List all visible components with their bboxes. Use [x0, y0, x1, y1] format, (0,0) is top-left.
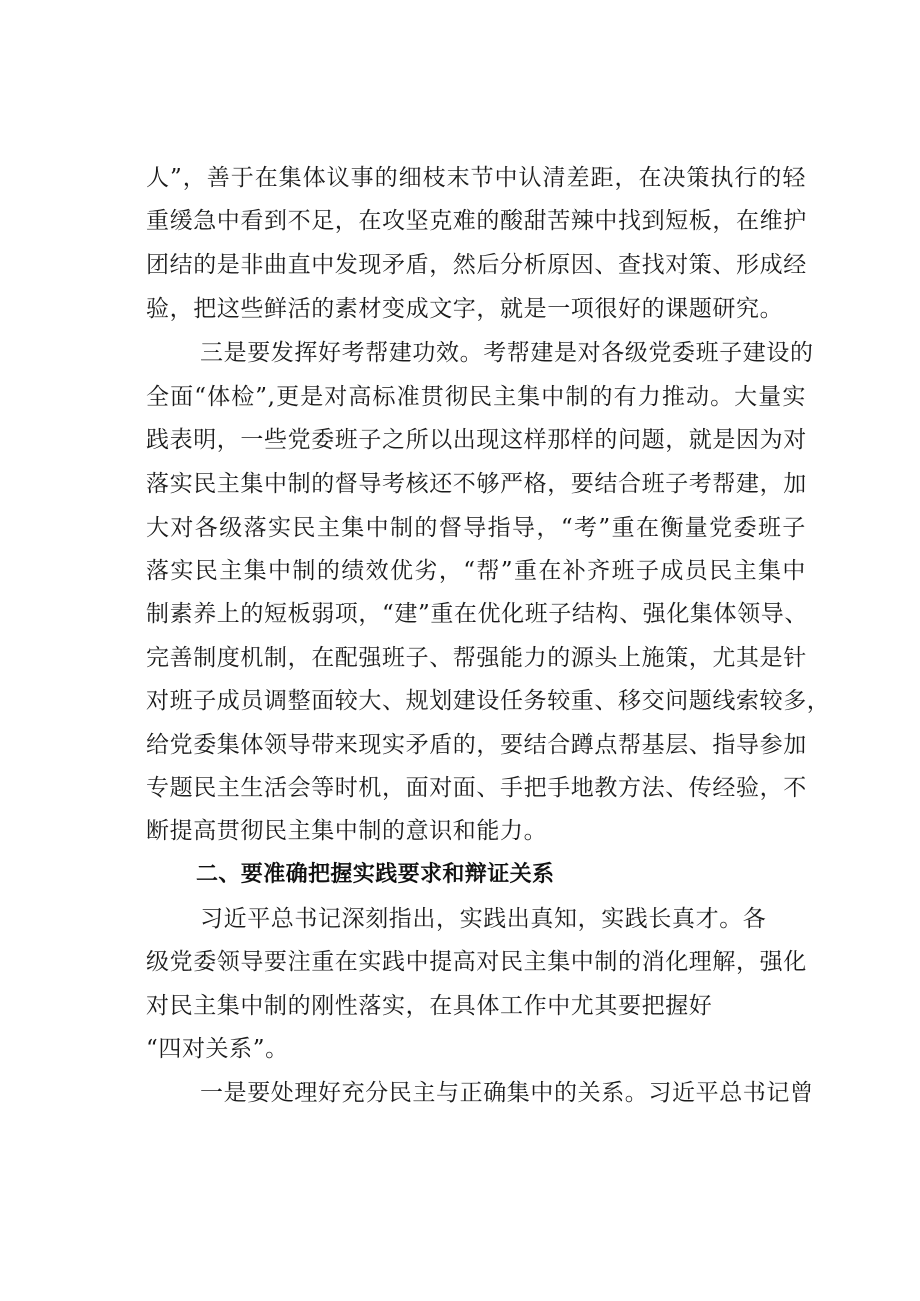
paragraph-line: 对民主集中制的刚性落实，在具体工作中尤其要把握好 [146, 993, 713, 1019]
section-heading: 二、要准确把握实践要求和辩证关系 [196, 862, 555, 887]
paragraph-line: 重缓急中看到不足，在攻坚克难的酸甜苦辣中找到短板，在维护 [146, 208, 807, 234]
paragraph-line: 人”，善于在集体议事的细枝末节中认清差距，在决策执行的轻 [146, 165, 806, 191]
paragraph-line: 落实民主集中制的督导考核还不够严格，要结合班子考帮建，加 [146, 471, 807, 497]
paragraph-line: 制素养上的短板弱项，“建”重在优化班子结构、强化集体领导、 [146, 601, 808, 627]
paragraph-line: 专题民主生活会等时机，面对面、手把手地教方法、传经验，不 [146, 775, 807, 801]
paragraph-line: 三是要发挥好考帮建功效。考帮建是对各级党委班子建设的 [200, 340, 814, 366]
paragraph-line: 践表明，一些党委班子之所以出现这样那样的问题，就是因为对 [146, 427, 807, 453]
paragraph-line: 给党委集体领导带来现实矛盾的，要结合蹲点帮基层、指导参加 [146, 732, 807, 758]
paragraph-line: 对班子成员调整面较大、规划建设任务较重、移交问题线索较多， [146, 688, 831, 714]
paragraph-line: 完善制度机制，在配强班子、帮强能力的源头上施策，尤其是针 [146, 645, 807, 671]
paragraph-line: “四对关系”。 [146, 1036, 289, 1062]
paragraph-line: 级党委领导要注重在实践中提高对民主集中制的消化理解，强化 [146, 949, 807, 975]
paragraph-line: 落实民主集中制的绩效优劣，“帮”重在补齐班子成员民主集中 [146, 558, 806, 584]
paragraph-line: 验，把这些鲜活的素材变成文字，就是一项很好的课题研究。 [146, 296, 784, 322]
paragraph-line: 断提高贯彻民主集中制的意识和能力。 [146, 818, 548, 844]
paragraph-line: 习近平总书记深刻指出，实践出真知，实践长真才。各 [200, 906, 767, 932]
paragraph-line: 全面“体检”,更是对高标准贯彻民主集中制的有力推动。大量实 [146, 384, 806, 410]
paragraph-line: 团结的是非曲直中发现矛盾，然后分析原因、查找对策、形成经 [146, 252, 807, 278]
paragraph-line: 一是要处理好充分民主与正确集中的关系。习近平总书记曾 [200, 1080, 814, 1106]
paragraph-line: 大对各级落实民主集中制的督导指导，“考”重在衡量党委班子 [146, 515, 806, 541]
